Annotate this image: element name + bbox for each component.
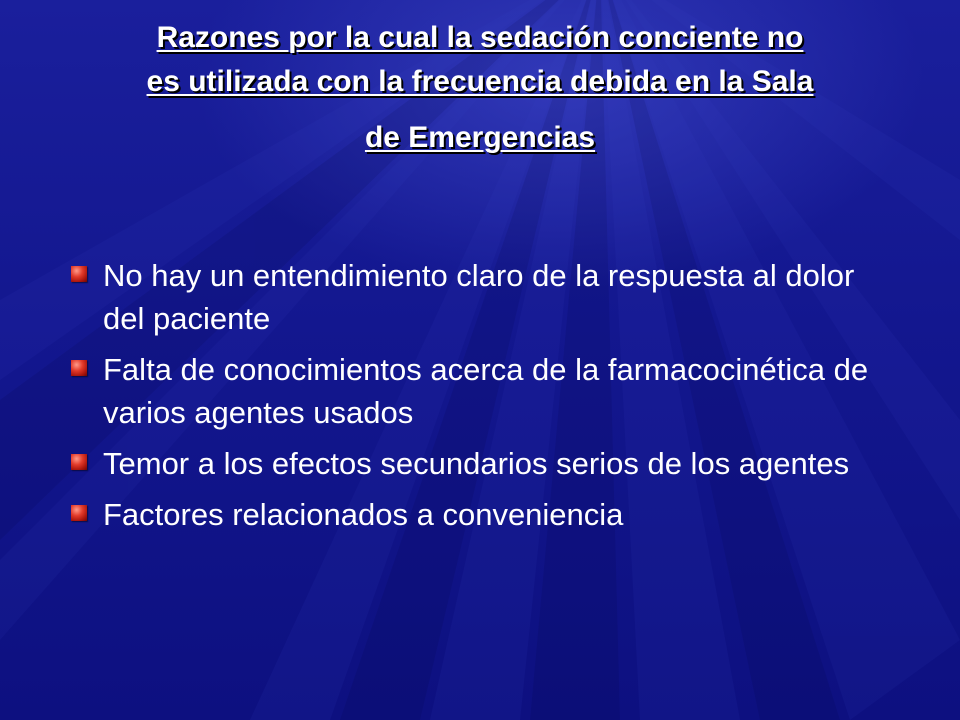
bullet-text: Factores relacionados a conveniencia — [103, 497, 624, 532]
red-square-bullet-icon — [71, 360, 87, 376]
bullet-text: Temor a los efectos secundarios serios de los agentes — [103, 446, 850, 481]
bullet-text: No hay un entendimiento claro de la respuesta al dolor del paciente — [103, 258, 855, 336]
slide-title-line-2: es utilizada con la frecuencia debida en la Sala — [146, 65, 814, 98]
bullet-text: Falta de conocimientos acerca de la farmacocinética de varios agentes usados — [103, 352, 869, 430]
bullet-item — [70, 254, 900, 340]
bullet-list — [70, 254, 900, 544]
bullet-item — [70, 493, 900, 536]
red-square-bullet-icon — [71, 266, 87, 282]
slide-title-line-1: Razones por la cual la sedación conciente no — [156, 21, 804, 54]
bullet-item — [70, 348, 900, 434]
slide-title-line-3: de Emergencias — [364, 121, 596, 154]
red-square-bullet-icon — [71, 454, 87, 470]
bullet-item — [70, 442, 900, 485]
red-square-bullet-icon — [71, 505, 87, 521]
slide-title — [40, 16, 920, 160]
